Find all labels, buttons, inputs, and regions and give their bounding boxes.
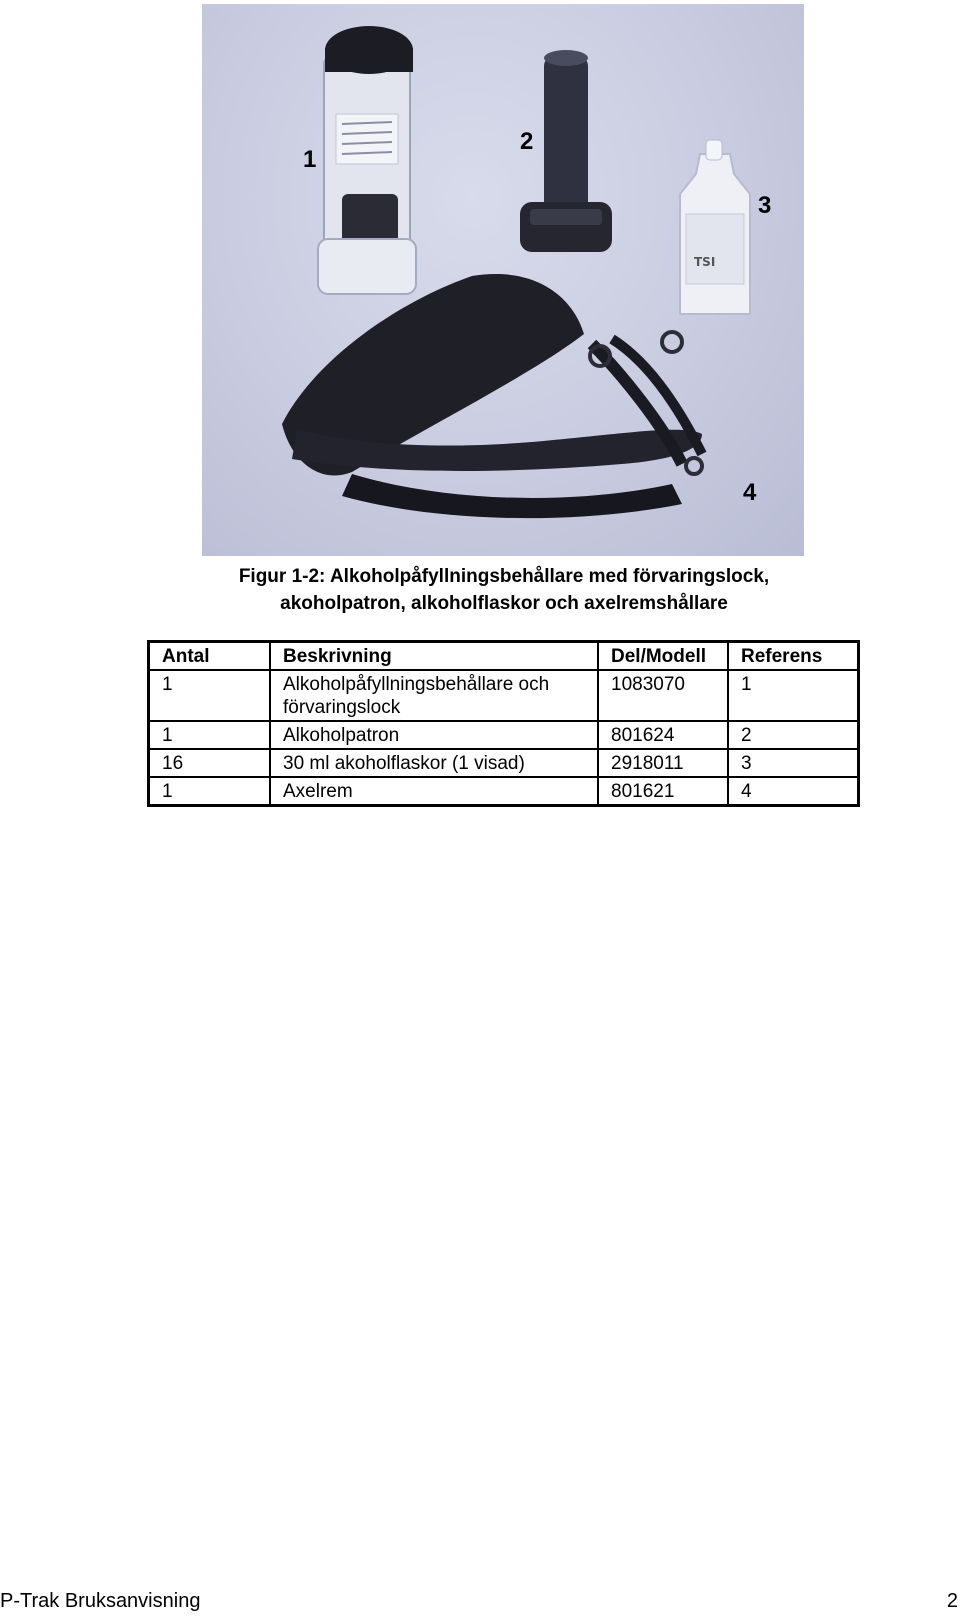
cell-referens: 2 <box>728 721 859 749</box>
table-row <box>149 670 859 721</box>
table-row <box>149 749 859 777</box>
header-beskrivning: Beskrivning <box>270 642 598 671</box>
svg-text:TSI: TSI <box>694 255 716 269</box>
storage-container-graphic <box>318 26 416 294</box>
table-row <box>149 777 859 806</box>
table-row <box>149 721 859 749</box>
caption-line-1: Figur 1-2: Alkoholpåfyllningsbehållare med förvaringslock, <box>238 566 770 587</box>
cell-beskrivning: Alkoholpatron <box>270 721 598 749</box>
parts-table <box>147 640 860 807</box>
cell-antal: 1 <box>149 721 271 749</box>
cell-beskrivning: 30 ml akoholflaskor (1 visad) <box>270 749 598 777</box>
header-referens: Referens <box>728 642 859 671</box>
photo-illustration <box>202 4 804 556</box>
caption-line-2: akoholpatron, alkoholflaskor och axelremshållare <box>280 593 728 614</box>
cell-referens: 1 <box>728 670 859 721</box>
header-antal: Antal <box>149 642 271 671</box>
cell-del-modell: 1083070 <box>598 670 728 721</box>
callout-3: 3 <box>758 192 772 219</box>
cell-del-modell: 801621 <box>598 777 728 806</box>
cell-antal: 1 <box>149 670 271 721</box>
product-photo <box>202 4 804 556</box>
header-del-modell: Del/Modell <box>598 642 728 671</box>
cartridge-graphic <box>520 50 612 252</box>
footer-document-title: P-Trak Bruksanvisning <box>0 1590 201 1612</box>
cell-beskrivning: Axelrem <box>270 777 598 806</box>
cell-referens: 3 <box>728 749 859 777</box>
callout-1: 1 <box>303 146 317 173</box>
table-header-row <box>149 642 859 671</box>
figure-caption <box>140 563 868 617</box>
callout-4: 4 <box>743 479 757 506</box>
bottle-graphic <box>680 140 750 314</box>
cell-del-modell: 2918011 <box>598 749 728 777</box>
footer-page-number: 2 <box>946 1590 958 1612</box>
cell-antal: 16 <box>149 749 271 777</box>
shoulder-strap-graphic <box>282 274 702 518</box>
callout-2: 2 <box>520 128 534 155</box>
cell-beskrivning: Alkoholpåfyllningsbehållare och förvaringslock <box>270 670 598 721</box>
cell-referens: 4 <box>728 777 859 806</box>
cell-del-modell: 801624 <box>598 721 728 749</box>
cell-antal: 1 <box>149 777 271 806</box>
